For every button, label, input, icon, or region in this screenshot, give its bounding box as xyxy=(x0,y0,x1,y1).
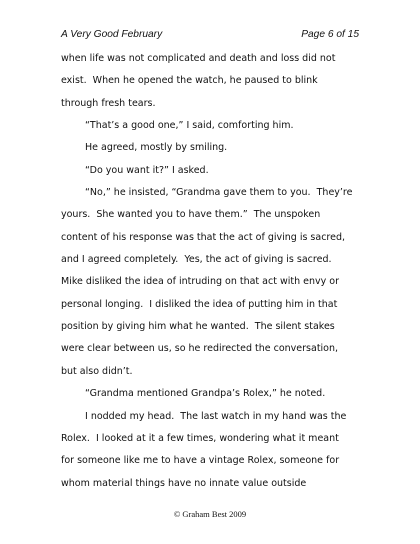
copyright-footer: © Graham Best 2009 xyxy=(173,509,247,519)
document-title: A Very Good February xyxy=(61,29,163,40)
text-line: “That’s a good one,” I said, comforting him. xyxy=(85,120,294,132)
text-line: content of his response was that the act of giving is sacred, xyxy=(61,231,346,243)
text-line: Rolex. I looked at it a few times, wondering what it meant xyxy=(61,432,339,444)
text-line: through fresh tears. xyxy=(61,97,156,109)
text-line: but also didn’t. xyxy=(61,365,133,377)
text-line: yours. She wanted you to have them.” The unspoken xyxy=(61,209,321,221)
text-line: for someone like me to have a vintage Rolex, someone for xyxy=(61,455,340,467)
text-line: “No,” he insisted, “Grandma gave them to you. They’re xyxy=(85,187,353,199)
body-text xyxy=(61,48,363,495)
text-line: whom material things have no innate value outside xyxy=(61,477,307,489)
text-line: “Do you want it?” I asked. xyxy=(85,164,209,176)
text-line: exist. When he opened the watch, he paused to blink xyxy=(61,75,318,87)
text-line: “Grandma mentioned Grandpa’s Rolex,” he noted. xyxy=(85,388,326,400)
text-line: and I agreed completely. Yes, the act of giving is sacred. xyxy=(61,254,332,266)
text-line: position by giving him what he wanted. The silent stakes xyxy=(61,321,335,333)
page-header xyxy=(61,28,359,42)
text-line: personal longing. I disliked the idea of putting him in that xyxy=(61,298,338,310)
text-line: I nodded my head. The last watch in my hand was the xyxy=(85,410,347,422)
page-number: Page 6 of 15 xyxy=(301,29,359,40)
text-line: Mike disliked the idea of intruding on that act with envy or xyxy=(61,276,339,288)
text-line: when life was not complicated and death and loss did not xyxy=(61,53,336,64)
text-line: He agreed, mostly by smiling. xyxy=(85,142,228,154)
text-line: were clear between us, so he redirected the conversation, xyxy=(61,343,339,355)
